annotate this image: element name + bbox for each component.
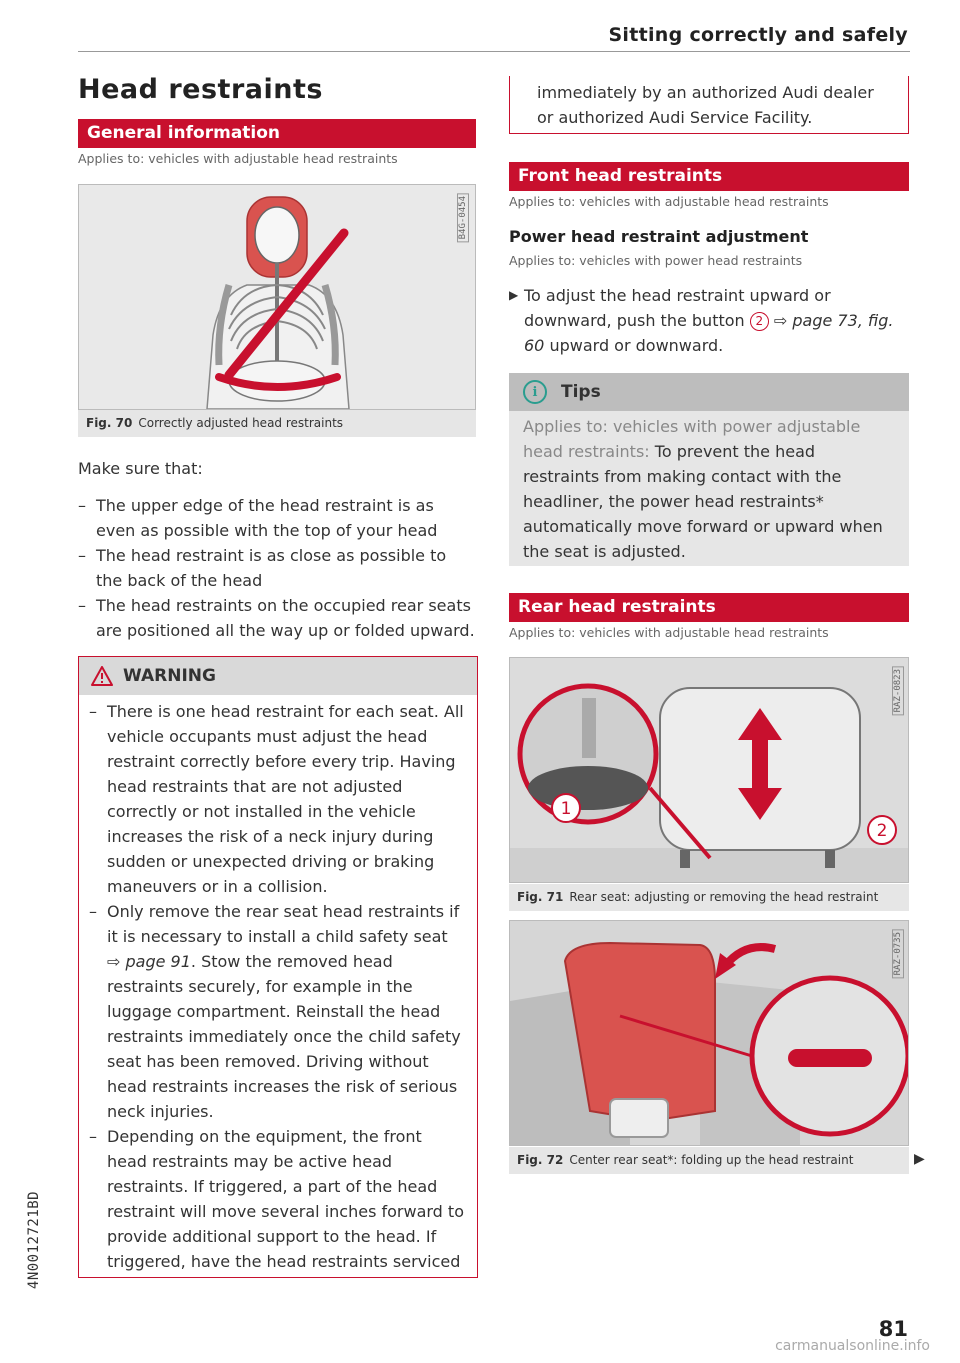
applies-note: Applies to: vehicles with adjustable head restraints	[509, 625, 829, 640]
callout-1-label: 1	[560, 799, 572, 819]
step-text: To adjust the head restraint upward or downward, push the button	[524, 286, 831, 330]
watermark: carmanualsonline.info	[775, 1338, 930, 1354]
warning-item: – There is one head restraint for each seat. All vehicle occupants must adjust the head restraint correctly before every trip. Having head restraints that are not adjusted correctly or not installed in the vehicle increases the risk of a neck injury during sudden or unexpected driving or braking maneuvers or in a collision.	[89, 699, 465, 899]
warning-title: WARNING	[123, 666, 216, 686]
running-header: Sitting correctly and safely	[608, 24, 908, 46]
page-title: Head restraints	[78, 74, 323, 105]
section-bar-general-information: General information	[78, 119, 476, 148]
subheading-power-adjustment: Power head restraint adjustment	[509, 227, 809, 246]
checklist-item: – The head restraint is as close as possible to the back of the head	[78, 543, 476, 593]
figure-71-code: RAZ-0823	[892, 666, 904, 715]
tips-header	[509, 373, 909, 411]
tips-text: To prevent the head restraints from making contact with the headliner, the power head restraints* automatically move forward or upward when the seat is adjusted.	[523, 442, 883, 561]
intro-text: Make sure that:	[78, 459, 203, 478]
warning-box	[78, 656, 478, 1278]
figure-70-code: B4G-0454	[457, 193, 469, 242]
warning-text: Only remove the rear seat head restraints if it is necessary to install a child safety seat	[107, 902, 460, 946]
figure-72-image	[509, 920, 909, 1146]
callout-2-icon: 2	[750, 312, 769, 331]
figure-72-caption	[509, 1147, 909, 1174]
warning-item: – Depending on the equipment, the front head restraints may be active head restraints. If triggered, a part of the head restraint will move several inches forward to provide additional support to the head. If triggered, have the head restraints serviced	[89, 1124, 465, 1274]
continue-arrow-icon: ▶	[914, 1151, 925, 1167]
warning-item	[89, 899, 465, 1124]
figure-70-caption-text: Correctly adjusted head restraints	[138, 416, 344, 430]
figure-70-image	[78, 184, 476, 410]
document-code-text: 4N0012721BD	[26, 1190, 42, 1290]
figure-71-image	[509, 657, 909, 883]
instruction-step	[509, 283, 904, 358]
figure-70-caption	[78, 410, 476, 437]
warning-triangle-icon	[91, 666, 113, 686]
figure-71-caption-text: Rear seat: adjusting or removing the head restraint	[569, 890, 879, 904]
applies-note: Applies to: vehicles with power head restraints	[509, 253, 803, 268]
warning-header	[79, 657, 477, 695]
tips-body	[509, 411, 909, 564]
page-91-link[interactable]: ⇨ page 91	[107, 952, 191, 971]
center-seat-illustration	[510, 921, 908, 1145]
figure-72-label: Fig. 72	[517, 1153, 564, 1167]
warning-continuation: immediately by an authorized Audi dealer or authorized Audi Service Facility.	[509, 76, 909, 134]
header-divider	[78, 51, 910, 52]
step-arrow-icon: ▶	[509, 288, 519, 302]
tips-applies: Applies to: vehicles with power adjustable head restraints:	[523, 417, 861, 461]
section-bar-front-head-restraints: Front head restraints	[509, 162, 909, 191]
figure-72-code: RAZ-0735	[892, 929, 904, 978]
checklist-item: – The head restraints on the occupied rear seats are positioned all the way up or folded upward.	[78, 593, 476, 643]
warning-list	[79, 695, 477, 1274]
figure-71-label: Fig. 71	[517, 890, 564, 904]
figure-71-caption	[509, 884, 909, 911]
head-restraint-adjust-illustration	[510, 658, 908, 882]
page-73-link[interactable]: ⇨ page 73, fig. 60	[524, 311, 894, 355]
figure-72-caption-text: Center rear seat*: folding up the head restraint	[569, 1153, 854, 1167]
checklist-item: – The upper edge of the head restraint is as even as possible with the top of your head	[78, 493, 476, 543]
skeleton-illustration	[79, 185, 475, 409]
warning-text: . Stow the removed head restraints securely, for example in the luggage compartment. Reinstall the head restraints immediately once the child safety seat has been removed. Driving without head restraints increases the risk of serious neck injuries.	[107, 952, 461, 1121]
applies-note: Applies to: vehicles with adjustable head restraints	[78, 151, 398, 166]
figure-70-label: Fig. 70	[86, 416, 133, 430]
page-number: 81	[878, 1317, 908, 1341]
tips-box	[509, 373, 909, 566]
callout-2-label: 2	[876, 821, 888, 841]
section-bar-rear-head-restraints: Rear head restraints	[509, 593, 909, 622]
checklist	[78, 493, 476, 643]
document-code	[24, 1180, 44, 1300]
applies-note: Applies to: vehicles with adjustable head restraints	[509, 194, 829, 209]
step-text: upward or downward.	[549, 336, 724, 355]
info-icon: i	[523, 380, 547, 404]
tips-title: Tips	[561, 382, 601, 402]
